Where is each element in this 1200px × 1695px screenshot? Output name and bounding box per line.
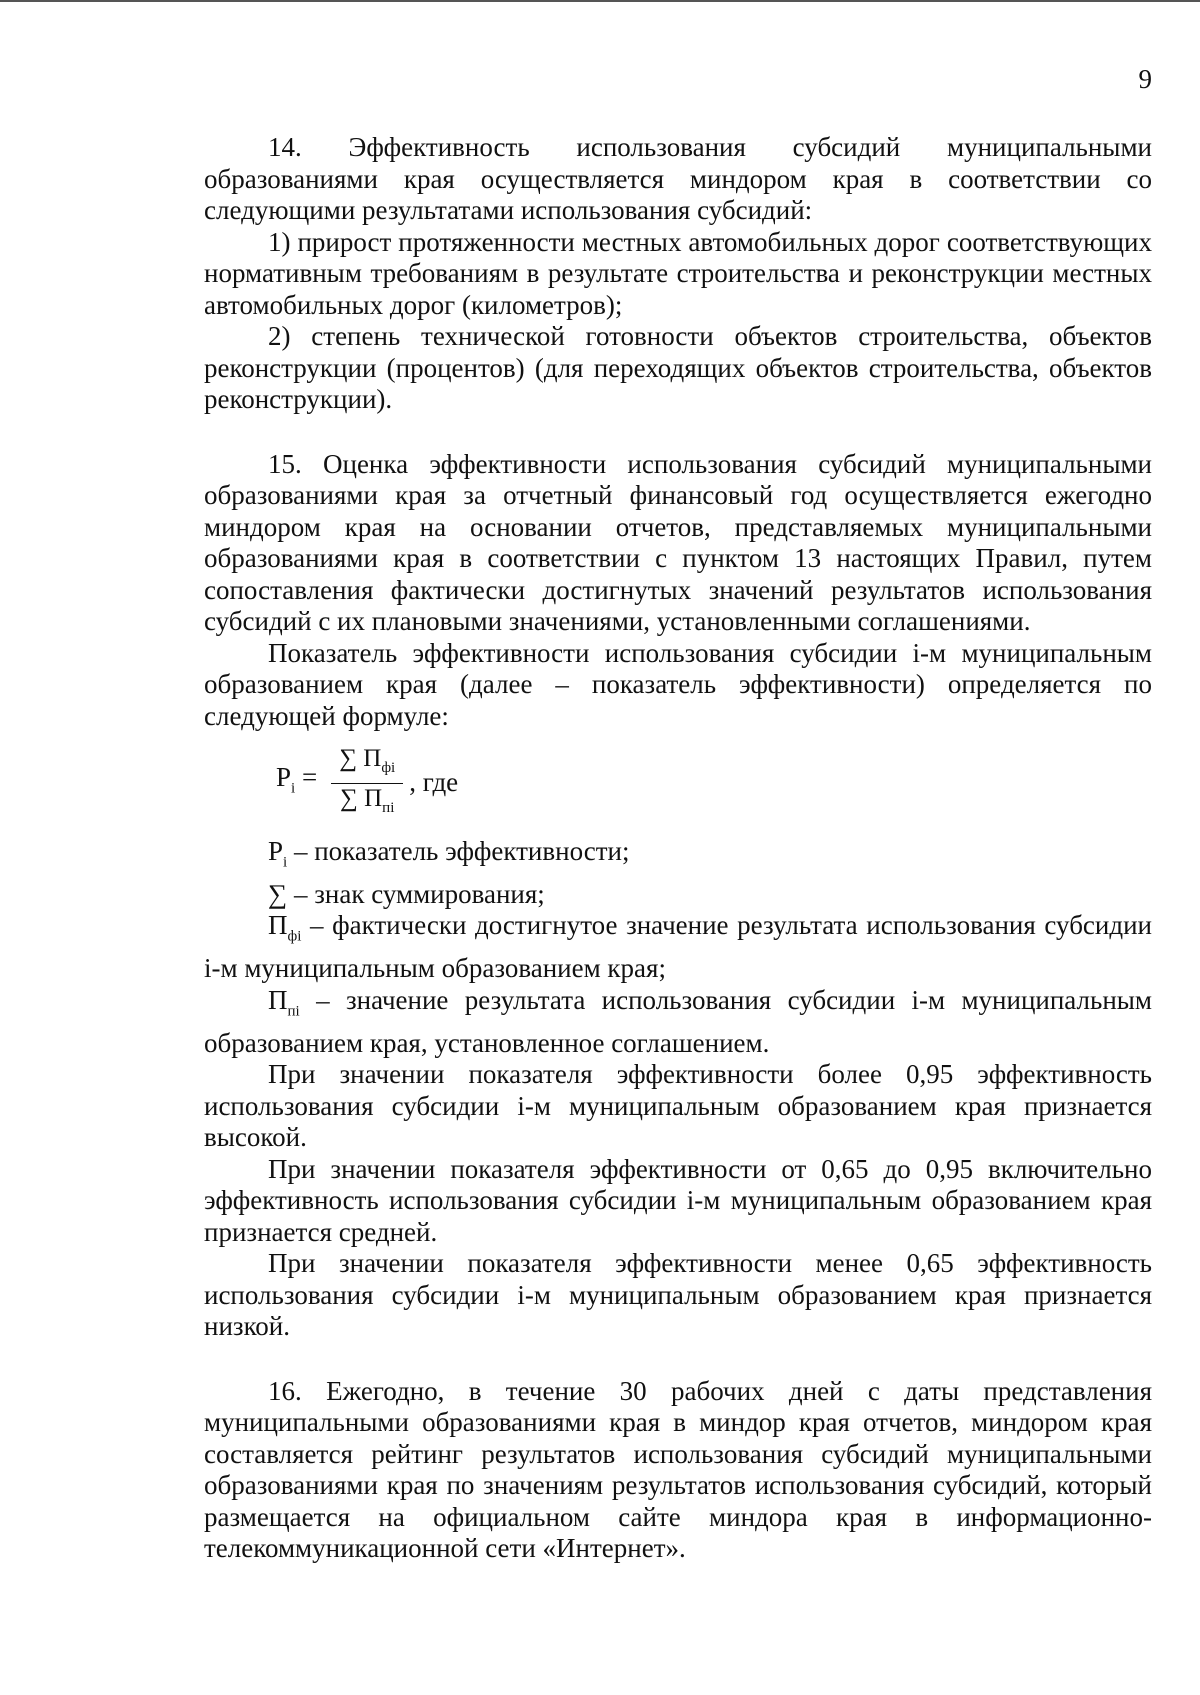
paragraph-14-item-2: 2) степень технической готовности объектов строительства, объектов реконструкции (процентов) (для переходящих объектов строительства, объектов реконструкции).	[204, 321, 1152, 414]
paragraph-16: 16. Ежегодно, в течение 30 рабочих дней с даты представления муниципальными образованиями края в миндор края отчетов, миндором края составляется рейтинг результатов использования субсидий муниципальными образованиями края по значениям результатов использования субсидий, который размещается на официальном сайте миндора края в информационно-телекоммуникационной сети «Интернет».	[204, 1375, 1152, 1564]
formula-fraction	[331, 744, 403, 823]
paragraph-low: При значении показателя эффективности менее 0,65 эффективность использования субсидии i-м муниципальным образованием края признается низкой.	[204, 1248, 1152, 1342]
paragraph-14: 14. Эффективность использования субсидий муниципальными образованиями края осуществляется миндором края в соответствии со следующими результатами использования субсидий:	[204, 132, 1152, 225]
paragraph-high: При значении показателя эффективности более 0,95 эффективность использования субсидии i-м муниципальным образованием края признается высокой.	[204, 1059, 1152, 1153]
formula-denominator: ∑ $П_{пi}$	[340, 784, 395, 816]
formula-numerator: ∑ $П_{фi}$	[331, 744, 403, 784]
body-text	[204, 132, 1152, 1565]
formula-tail: , где	[409, 767, 459, 798]
definition-pf: $П_{фi}$ – фактически достигнутое значение результата использования субсидии i-м муниципальным образованием края;	[204, 910, 1152, 984]
paragraph-14-item-1: 1) прирост протяженности местных автомобильных дорог соответствующих нормативным требованиям в результате строительства и реконструкции местных автомобильных дорог (километров);	[204, 226, 1152, 320]
definition-sigma: ∑ – знак суммирования;	[268, 878, 545, 909]
paragraph-15-indicator: Показатель эффективности использования субсидии i-м муниципальным образованием края (далее – показатель эффективности) определяется по следующей формуле:	[204, 637, 1152, 731]
top-rule	[0, 0, 1200, 2]
formula-lhs: $P_i$ =	[276, 761, 318, 796]
efficiency-formula	[276, 744, 1152, 818]
paragraph-15: 15. Оценка эффективности использования субсидий муниципальными образованиями края за отчетный финансовый год осуществляется ежегодно миндором края на основании отчетов, представляемых муниципальными образованиями края в соответствии с пунктом 13 настоящих Правил, путем сопоставления фактически достигнутых значений результатов использования субсидий с их плановыми значениями, установленными соглашениями.	[204, 448, 1152, 636]
paragraph-mid: При значении показателя эффективности от 0,65 до 0,95 включительно эффективность использования субсидии i-м муниципальным образованием края признается средней.	[204, 1153, 1152, 1247]
definition-pi: $P_i$ – показатель эффективности;	[268, 836, 630, 871]
definition-pp: $П_{пi}$ – значение результата использования субсидии i-м муниципальным образованием края, установленное соглашением.	[204, 984, 1152, 1058]
page-number: 9	[1138, 64, 1152, 94]
